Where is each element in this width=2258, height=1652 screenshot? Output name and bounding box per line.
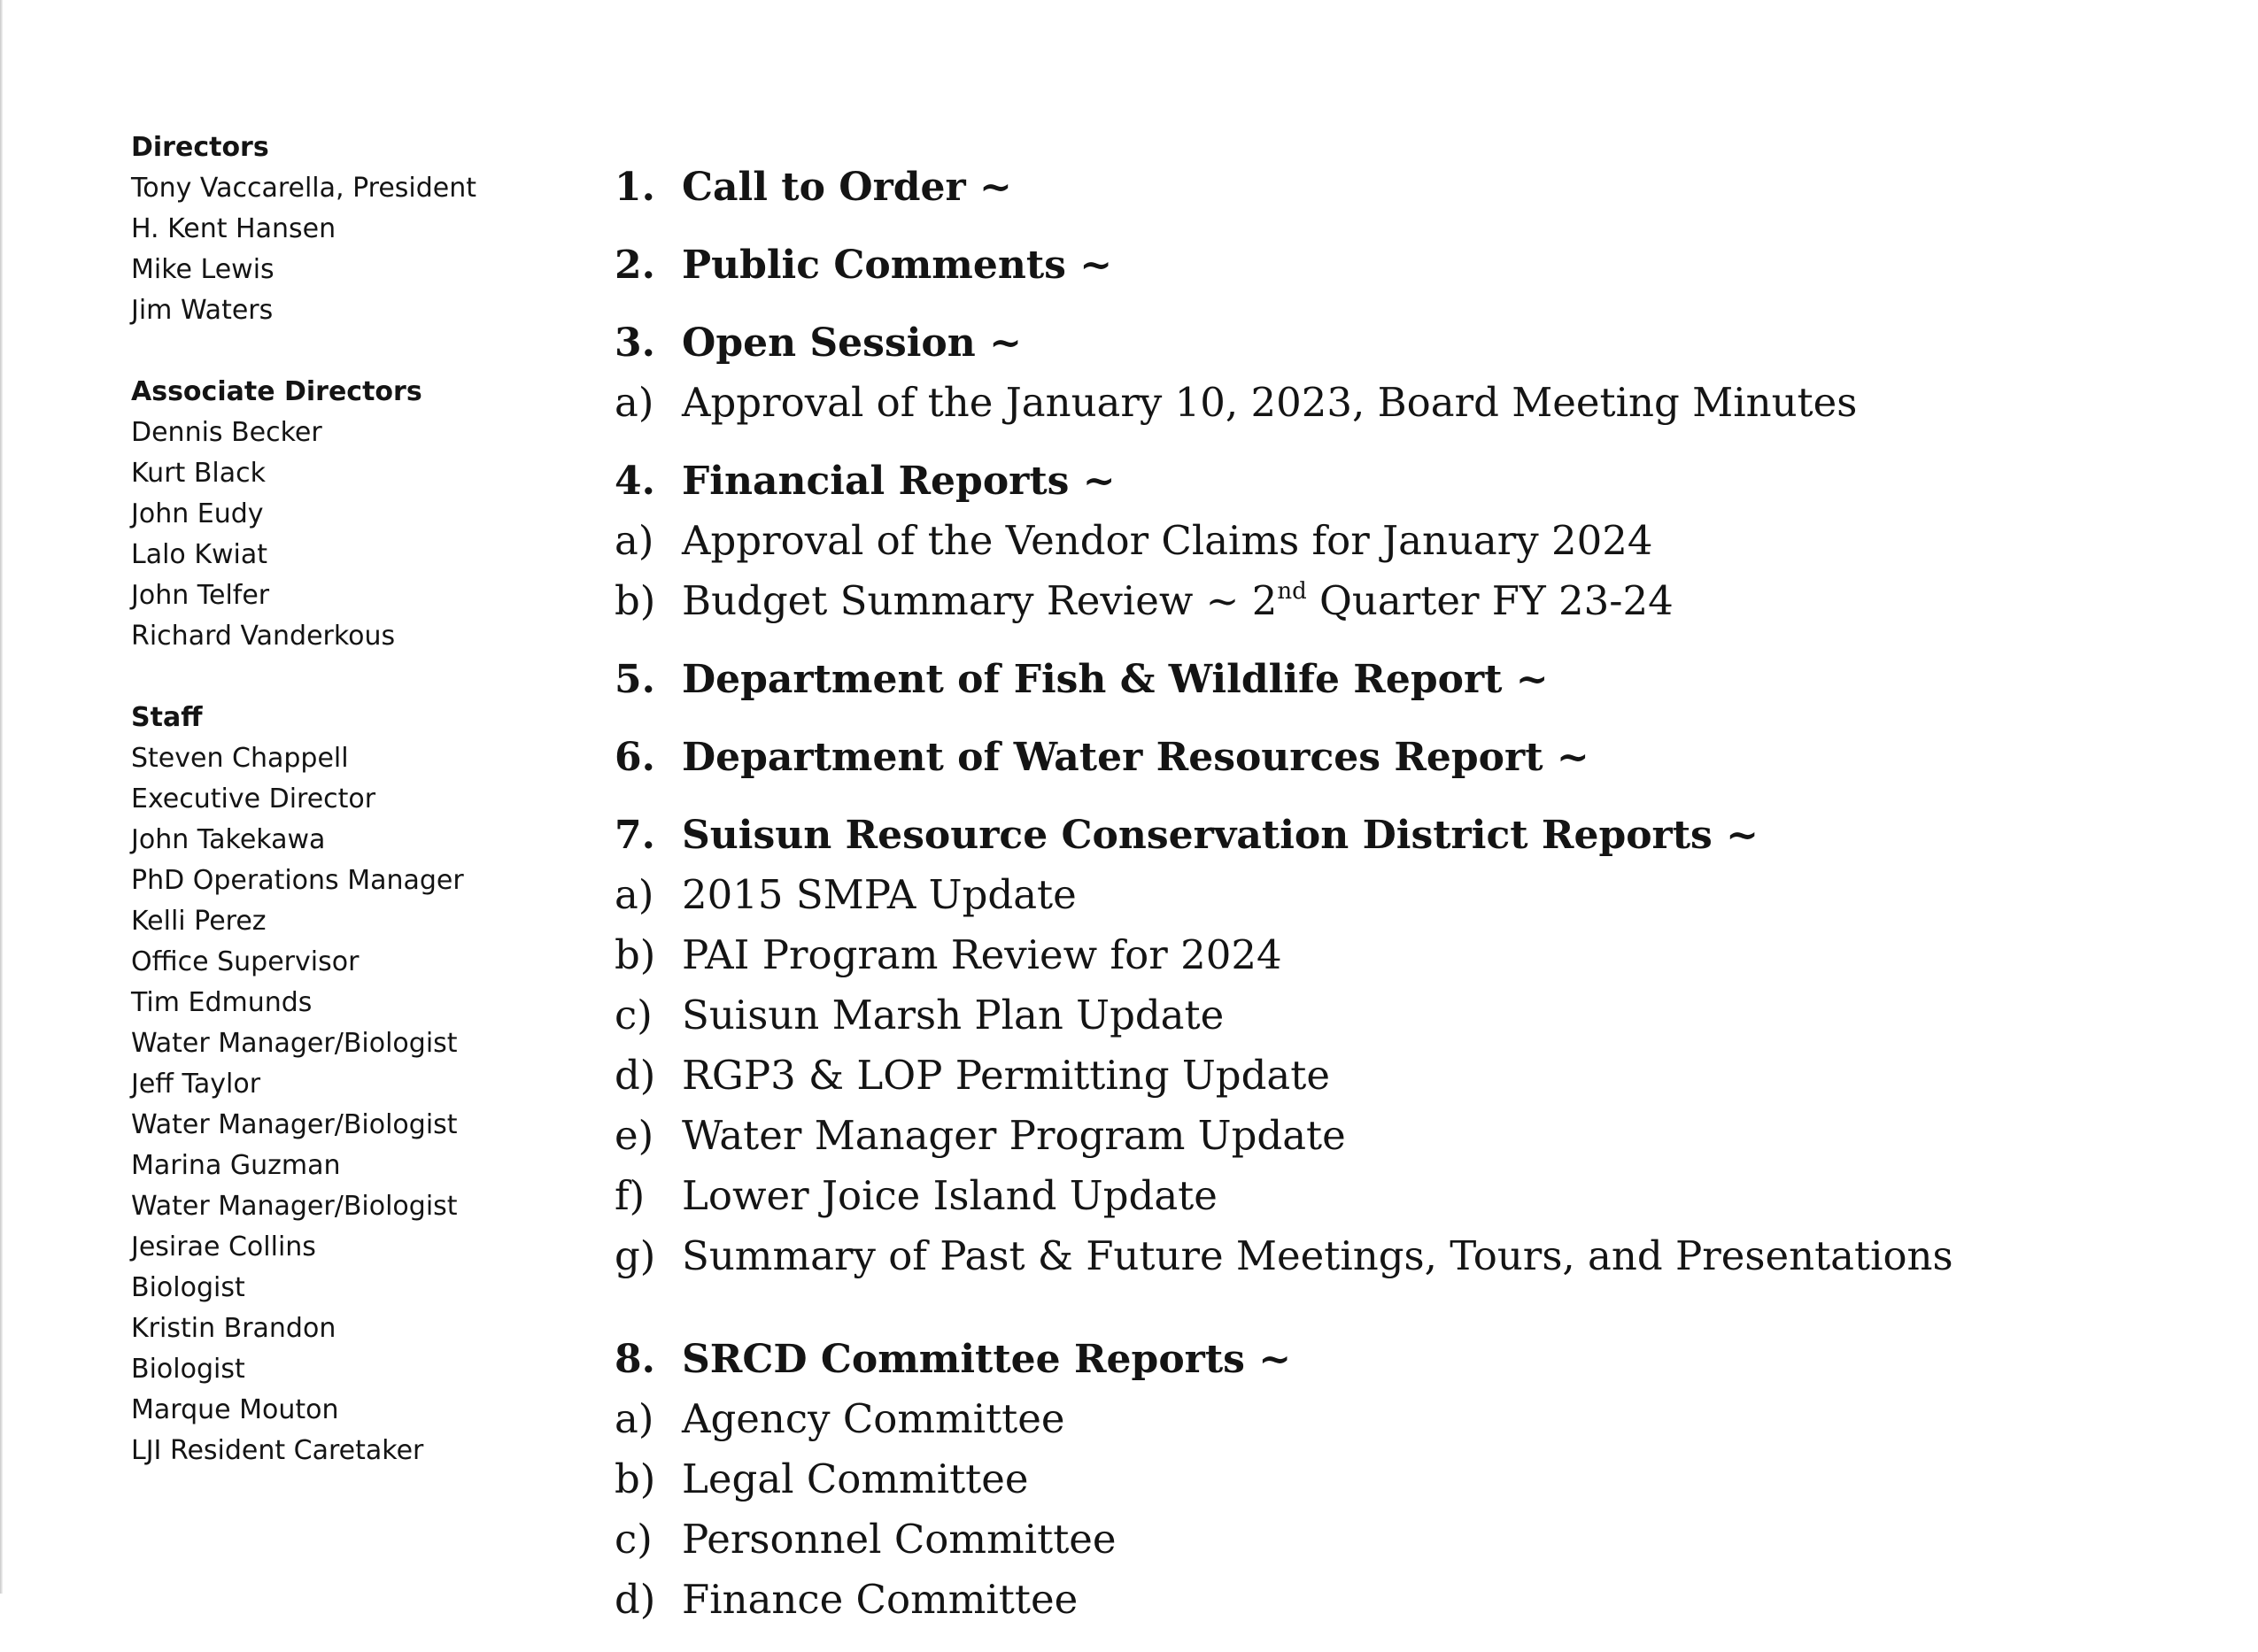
section-number: 1.: [615, 165, 655, 210]
item-text: PAI Program Review for 2024: [682, 931, 1282, 978]
item-letter: d): [615, 1052, 656, 1099]
section-title: Department of Fish & Wildlife Report ~: [682, 657, 1549, 702]
item-text: Suisun Marsh Plan Update: [682, 992, 1225, 1038]
agenda-item: [615, 575, 2208, 636]
item-text: RGP3 & LOP Permitting Update: [682, 1052, 1330, 1099]
item-letter: c): [615, 992, 653, 1038]
agenda-item: [615, 930, 2208, 990]
agenda-column: [615, 161, 2208, 1652]
roster-column: [131, 127, 547, 1512]
roster-line: Water Manager/Biologist: [131, 1109, 458, 1140]
agenda-item: [615, 1050, 2208, 1110]
section-number: 4.: [615, 459, 655, 504]
roster-line: PhD Operations Manager: [131, 865, 464, 896]
agenda-item: [615, 1454, 2208, 1514]
roster-line: Water Manager/Biologist: [131, 1191, 458, 1222]
agenda-section-call-to-order: [615, 161, 2208, 221]
roster-line: Water Manager/Biologist: [131, 1028, 458, 1059]
item-text: Summary of Past & Future Meetings, Tours, and Presentations: [682, 1232, 1953, 1279]
agenda-section-fish-wildlife: [615, 653, 2208, 714]
section-number: 5.: [615, 657, 655, 702]
roster-line: H. Kent Hansen: [131, 213, 336, 244]
roster-line: Mike Lewis: [131, 254, 275, 285]
roster-line: Jesirae Collins: [131, 1231, 316, 1262]
ordinal-suffix: nd: [1277, 578, 1307, 605]
item-text: Approval of the January 10, 2023, Board Meeting Minutes: [682, 379, 1858, 426]
roster-line: Kristin Brandon: [131, 1313, 336, 1344]
agenda-item: [615, 1231, 2208, 1291]
roster-line: John Takekawa: [131, 824, 326, 855]
agenda-section-public-comments: [615, 239, 2208, 299]
roster-line: Lalo Kwiat: [131, 539, 268, 570]
item-letter: a): [615, 1395, 654, 1442]
agenda-item: [615, 990, 2208, 1050]
agenda-section-water-resources: [615, 731, 2208, 791]
roster-line: Kurt Black: [131, 458, 266, 489]
item-letter: a): [615, 517, 654, 564]
agenda-section-open-session: [615, 317, 2208, 437]
item-text: Lower Joice Island Update: [682, 1172, 1218, 1219]
item-text: Water Manager Program Update: [682, 1112, 1346, 1159]
roster-line: Steven Chappell: [131, 743, 349, 774]
item-letter: a): [615, 379, 654, 426]
section-title: Public Comments ~: [682, 243, 1113, 288]
roster-line: Marque Mouton: [131, 1394, 339, 1425]
item-text: Approval of the Vendor Claims for January 2024: [682, 517, 1653, 564]
item-text-pre: Budget Summary Review ~ 2: [682, 577, 1278, 624]
scan-edge: [0, 0, 3, 1594]
item-letter: g): [615, 1232, 656, 1279]
roster-line: Tim Edmunds: [131, 987, 313, 1018]
agenda-section-committee-reports: [615, 1333, 2208, 1634]
roster-line: LJI Resident Caretaker: [131, 1435, 424, 1466]
agenda-item: [615, 377, 2208, 437]
item-letter: c): [615, 1516, 653, 1563]
agenda-item: [615, 1514, 2208, 1574]
section-number: 3.: [615, 320, 655, 366]
section-title: Department of Water Resources Report ~: [682, 735, 1589, 780]
staff-heading: Staff: [131, 702, 203, 733]
roster-line: Jeff Taylor: [131, 1069, 261, 1100]
agenda-section-srcd-reports: [615, 809, 2208, 1291]
associate-directors-group: [131, 372, 547, 657]
roster-line: Dennis Becker: [131, 417, 322, 448]
associate-directors-heading: Associate Directors: [131, 376, 422, 407]
roster-line: Marina Guzman: [131, 1150, 341, 1181]
item-text: Legal Committee: [682, 1455, 1029, 1502]
item-letter: b): [615, 1455, 656, 1502]
agenda-section-financial-reports: [615, 455, 2208, 636]
staff-group: [131, 698, 547, 1471]
agenda-item: [615, 869, 2208, 930]
section-number: 2.: [615, 243, 655, 288]
roster-line: Office Supervisor: [131, 946, 360, 977]
roster-line: John Telfer: [131, 580, 270, 611]
item-text: [682, 575, 1674, 627]
roster-line: Tony Vaccarella, President: [131, 173, 477, 204]
item-text: Finance Committee: [682, 1576, 1079, 1623]
roster-line: Executive Director: [131, 784, 376, 814]
item-letter: b): [615, 577, 656, 624]
agenda-item: [615, 515, 2208, 575]
item-letter: f): [615, 1172, 646, 1219]
roster-line: Kelli Perez: [131, 906, 267, 937]
item-letter: b): [615, 931, 656, 978]
section-number: 7.: [615, 813, 655, 858]
item-text-post: Quarter FY 23-24: [1306, 577, 1674, 624]
roster-line: John Eudy: [131, 498, 264, 529]
item-text: Agency Committee: [682, 1395, 1065, 1442]
section-number: 6.: [615, 735, 655, 780]
item-text: Personnel Committee: [682, 1516, 1117, 1563]
section-title: Call to Order ~: [682, 165, 1012, 210]
agenda-item: [615, 1170, 2208, 1231]
directors-group: [131, 127, 547, 331]
directors-heading: Directors: [131, 132, 269, 163]
agenda-item: [615, 1393, 2208, 1454]
roster-line: Richard Vanderkous: [131, 621, 396, 652]
section-title: Financial Reports ~: [682, 459, 1116, 504]
item-letter: a): [615, 871, 654, 918]
roster-line: Biologist: [131, 1272, 245, 1303]
section-title: Suisun Resource Conservation District Reports ~: [682, 813, 1759, 858]
item-letter: e): [615, 1112, 654, 1159]
roster-line: Biologist: [131, 1354, 245, 1385]
agenda-item: [615, 1574, 2208, 1634]
item-text: 2015 SMPA Update: [682, 871, 1077, 918]
roster-line: Jim Waters: [131, 295, 274, 326]
item-letter: d): [615, 1576, 656, 1623]
section-title: SRCD Committee Reports ~: [682, 1337, 1292, 1382]
section-title: Open Session ~: [682, 320, 1022, 366]
agenda-item: [615, 1110, 2208, 1170]
section-number: 8.: [615, 1337, 655, 1382]
